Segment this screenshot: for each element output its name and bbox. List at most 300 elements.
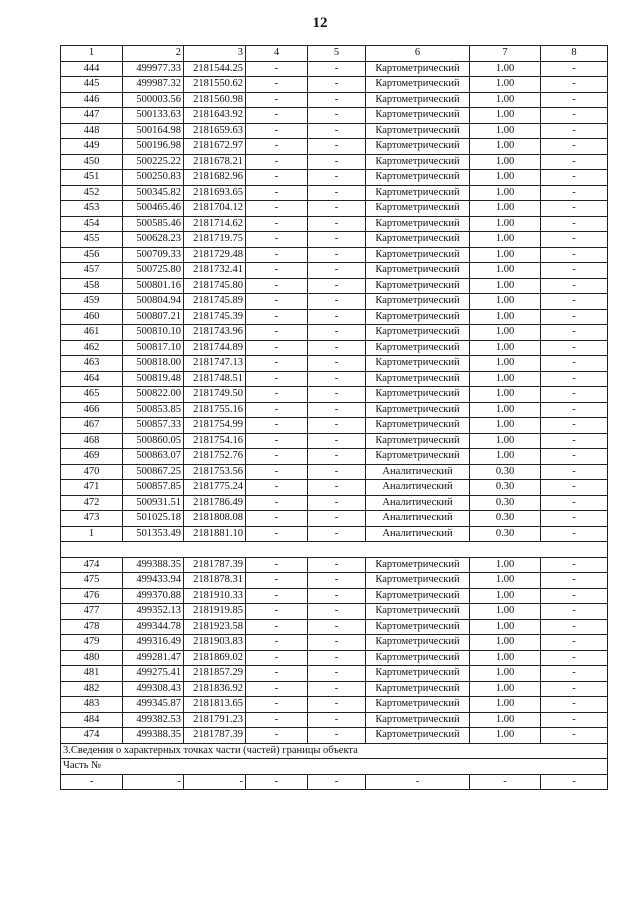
table-row bbox=[61, 356, 608, 372]
table-cell: Картометрический bbox=[366, 247, 470, 263]
table-row bbox=[61, 139, 608, 155]
table-cell: 1.00 bbox=[470, 123, 541, 139]
table-cell: 2181919.85 bbox=[184, 604, 246, 620]
table-cell: Картометрический bbox=[366, 666, 470, 682]
table-cell: 450 bbox=[61, 154, 123, 170]
table-cell: - bbox=[470, 774, 541, 790]
table-cell: Картометрический bbox=[366, 697, 470, 713]
table-cell: 1.00 bbox=[470, 108, 541, 124]
table-cell: 1.00 bbox=[470, 201, 541, 217]
table-cell: 500810.10 bbox=[123, 325, 184, 341]
table-cell: - bbox=[308, 495, 366, 511]
table-cell: - bbox=[246, 201, 308, 217]
table-cell: - bbox=[541, 185, 608, 201]
table-cell: - bbox=[541, 77, 608, 93]
table-row bbox=[61, 619, 608, 635]
table-cell: - bbox=[246, 635, 308, 651]
table-cell: 500345.82 bbox=[123, 185, 184, 201]
table-cell: 500196.98 bbox=[123, 139, 184, 155]
table-cell: Аналитический bbox=[366, 464, 470, 480]
table-row bbox=[61, 154, 608, 170]
table-cell: 500804.94 bbox=[123, 294, 184, 310]
table-cell: - bbox=[541, 418, 608, 434]
table-row bbox=[61, 418, 608, 434]
table-cell: - bbox=[246, 232, 308, 248]
table-cell: 456 bbox=[61, 247, 123, 263]
table-cell: 500250.83 bbox=[123, 170, 184, 186]
table-cell: 480 bbox=[61, 650, 123, 666]
table-cell: - bbox=[308, 697, 366, 713]
table-row bbox=[61, 433, 608, 449]
table-cell: 2181678.21 bbox=[184, 154, 246, 170]
table-cell: 482 bbox=[61, 681, 123, 697]
table-cell: Картометрический bbox=[366, 340, 470, 356]
table-cell: 1.00 bbox=[470, 309, 541, 325]
table-cell: 500817.10 bbox=[123, 340, 184, 356]
table-cell: 463 bbox=[61, 356, 123, 372]
table-cell: Картометрический bbox=[366, 387, 470, 403]
table-cell: Картометрический bbox=[366, 170, 470, 186]
table-cell: 500819.48 bbox=[123, 371, 184, 387]
table-row bbox=[61, 77, 608, 93]
table-cell: - bbox=[541, 573, 608, 589]
table-cell: - bbox=[541, 697, 608, 713]
table-cell: - bbox=[541, 650, 608, 666]
table-cell: 499345.87 bbox=[123, 697, 184, 713]
table-cell: - bbox=[541, 433, 608, 449]
table-cell: - bbox=[246, 619, 308, 635]
table-cell: 6 bbox=[366, 46, 470, 62]
table-cell: 2181747.13 bbox=[184, 356, 246, 372]
table-cell: 457 bbox=[61, 263, 123, 279]
table-cell: - bbox=[246, 697, 308, 713]
table-row bbox=[61, 247, 608, 263]
table-cell: - bbox=[123, 774, 184, 790]
table-row bbox=[61, 604, 608, 620]
table-cell: 452 bbox=[61, 185, 123, 201]
table-cell: 454 bbox=[61, 216, 123, 232]
table-cell: - bbox=[541, 681, 608, 697]
table-cell: - bbox=[541, 294, 608, 310]
table-cell: - bbox=[308, 557, 366, 573]
table-cell: 500822.00 bbox=[123, 387, 184, 403]
table-cell: - bbox=[308, 387, 366, 403]
table-cell: - bbox=[308, 139, 366, 155]
table-footer-row bbox=[61, 774, 608, 790]
table-cell: - bbox=[308, 92, 366, 108]
table-cell: Картометрический bbox=[366, 650, 470, 666]
table-cell: 499281.47 bbox=[123, 650, 184, 666]
table-cell: - bbox=[541, 402, 608, 418]
table-cell: 2181878.31 bbox=[184, 573, 246, 589]
table-cell: 1.00 bbox=[470, 557, 541, 573]
table-row bbox=[61, 666, 608, 682]
table-cell: - bbox=[246, 681, 308, 697]
table-cell: - bbox=[541, 278, 608, 294]
table-cell: 2181672.97 bbox=[184, 139, 246, 155]
table-cell: 1 bbox=[61, 46, 123, 62]
table-cell: Картометрический bbox=[366, 449, 470, 465]
table-cell: - bbox=[246, 154, 308, 170]
table-cell: 2181753.56 bbox=[184, 464, 246, 480]
table-cell: Картометрический bbox=[366, 123, 470, 139]
table-cell: - bbox=[246, 356, 308, 372]
table-cell: Картометрический bbox=[366, 356, 470, 372]
table-cell: 1.00 bbox=[470, 681, 541, 697]
table-cell: - bbox=[541, 247, 608, 263]
table-cell: 500725.80 bbox=[123, 263, 184, 279]
table-cell: - bbox=[184, 774, 246, 790]
table-cell: 2181754.16 bbox=[184, 433, 246, 449]
table-cell: - bbox=[308, 154, 366, 170]
table-cell: 1.00 bbox=[470, 340, 541, 356]
table-cell: Картометрический bbox=[366, 418, 470, 434]
part-label: Часть № bbox=[61, 759, 608, 775]
table-cell: - bbox=[246, 449, 308, 465]
table-row bbox=[61, 557, 608, 573]
table-cell: 479 bbox=[61, 635, 123, 651]
table-row bbox=[61, 650, 608, 666]
table-cell: 0.30 bbox=[470, 526, 541, 542]
table-row bbox=[61, 464, 608, 480]
table-cell: - bbox=[366, 774, 470, 790]
table-cell: 448 bbox=[61, 123, 123, 139]
table-cell: - bbox=[308, 712, 366, 728]
table-cell: 1.00 bbox=[470, 666, 541, 682]
table-cell: Аналитический bbox=[366, 495, 470, 511]
table-cell: Картометрический bbox=[366, 325, 470, 341]
table-cell: - bbox=[308, 666, 366, 682]
table-cell: - bbox=[61, 774, 123, 790]
table-cell: - bbox=[308, 278, 366, 294]
table-row bbox=[61, 61, 608, 77]
table-cell: 2181787.39 bbox=[184, 728, 246, 744]
table-cell: - bbox=[541, 356, 608, 372]
table-cell: - bbox=[308, 573, 366, 589]
table-cell: 2181659.63 bbox=[184, 123, 246, 139]
table-cell: Картометрический bbox=[366, 108, 470, 124]
table-cell: - bbox=[246, 480, 308, 496]
table-cell: 8 bbox=[541, 46, 608, 62]
table-cell: - bbox=[308, 604, 366, 620]
table-cell: - bbox=[308, 61, 366, 77]
table-cell: - bbox=[246, 666, 308, 682]
table-cell: - bbox=[246, 263, 308, 279]
table-cell: 444 bbox=[61, 61, 123, 77]
table-cell: - bbox=[541, 774, 608, 790]
table-cell: Аналитический bbox=[366, 526, 470, 542]
table-cell: 1.00 bbox=[470, 278, 541, 294]
table-cell: - bbox=[308, 511, 366, 527]
table-cell: Картометрический bbox=[366, 77, 470, 93]
table-cell: 500585.46 bbox=[123, 216, 184, 232]
table-cell: 2181775.24 bbox=[184, 480, 246, 496]
table-cell: Картометрический bbox=[366, 294, 470, 310]
table-row bbox=[61, 495, 608, 511]
table-cell: - bbox=[246, 77, 308, 93]
table-cell: - bbox=[308, 774, 366, 790]
table-cell: 1.00 bbox=[470, 247, 541, 263]
table-cell: - bbox=[541, 511, 608, 527]
table-cell: - bbox=[308, 201, 366, 217]
table-cell: 0.30 bbox=[470, 511, 541, 527]
table-cell: 499344.78 bbox=[123, 619, 184, 635]
table-cell: 500860.05 bbox=[123, 433, 184, 449]
table-cell: - bbox=[308, 325, 366, 341]
table-cell: 499388.35 bbox=[123, 728, 184, 744]
table-cell: 2181745.80 bbox=[184, 278, 246, 294]
table-cell: 2181808.08 bbox=[184, 511, 246, 527]
table-cell: - bbox=[246, 712, 308, 728]
table-cell: Картометрический bbox=[366, 635, 470, 651]
table-cell: 2181743.96 bbox=[184, 325, 246, 341]
table-cell: 499433.94 bbox=[123, 573, 184, 589]
table-cell: - bbox=[308, 170, 366, 186]
table-cell: 500628.23 bbox=[123, 232, 184, 248]
part-label-row bbox=[61, 759, 608, 775]
table-cell: 1.00 bbox=[470, 712, 541, 728]
table-cell: 499987.32 bbox=[123, 77, 184, 93]
table-cell: 458 bbox=[61, 278, 123, 294]
table-cell: - bbox=[246, 309, 308, 325]
table-cell: - bbox=[541, 728, 608, 744]
table-cell: 499275.41 bbox=[123, 666, 184, 682]
table-cell: Аналитический bbox=[366, 511, 470, 527]
table-row bbox=[61, 185, 608, 201]
table-row bbox=[61, 108, 608, 124]
table-cell: 1.00 bbox=[470, 371, 541, 387]
table-cell: 2181813.65 bbox=[184, 697, 246, 713]
table-cell: 1.00 bbox=[470, 139, 541, 155]
table-cell: 499382.53 bbox=[123, 712, 184, 728]
table-cell: 501353.49 bbox=[123, 526, 184, 542]
table-cell: - bbox=[246, 557, 308, 573]
table-cell: 0.30 bbox=[470, 495, 541, 511]
table-cell: Картометрический bbox=[366, 619, 470, 635]
table-cell: - bbox=[308, 526, 366, 542]
table-cell: - bbox=[246, 418, 308, 434]
table-cell: 1.00 bbox=[470, 170, 541, 186]
table-row bbox=[61, 278, 608, 294]
table-cell: - bbox=[541, 619, 608, 635]
table-cell: - bbox=[308, 433, 366, 449]
table-row bbox=[61, 232, 608, 248]
table-cell: 7 bbox=[470, 46, 541, 62]
table-row bbox=[61, 511, 608, 527]
table-cell: - bbox=[541, 123, 608, 139]
table-row bbox=[61, 402, 608, 418]
table-cell: - bbox=[308, 449, 366, 465]
table-cell: 1.00 bbox=[470, 433, 541, 449]
table-cell: Картометрический bbox=[366, 185, 470, 201]
table-separator-row bbox=[61, 542, 608, 558]
table-row bbox=[61, 526, 608, 542]
table-cell: 2181786.49 bbox=[184, 495, 246, 511]
table-cell: 2181714.62 bbox=[184, 216, 246, 232]
table-cell: - bbox=[541, 201, 608, 217]
table-cell: Картометрический bbox=[366, 139, 470, 155]
table-cell: 2181881.10 bbox=[184, 526, 246, 542]
table-cell: - bbox=[308, 619, 366, 635]
section-title-row bbox=[61, 743, 608, 759]
table-cell: 467 bbox=[61, 418, 123, 434]
table-row bbox=[61, 123, 608, 139]
table-cell: - bbox=[246, 185, 308, 201]
table-cell: 499352.13 bbox=[123, 604, 184, 620]
table-cell: 1.00 bbox=[470, 263, 541, 279]
table-cell: - bbox=[246, 495, 308, 511]
table-cell: 1.00 bbox=[470, 232, 541, 248]
table-cell: - bbox=[541, 139, 608, 155]
table-row bbox=[61, 712, 608, 728]
table-cell: 2181560.98 bbox=[184, 92, 246, 108]
table-cell: - bbox=[308, 588, 366, 604]
table-cell: 0.30 bbox=[470, 480, 541, 496]
table-cell: 1 bbox=[61, 526, 123, 542]
table-cell: 500003.56 bbox=[123, 92, 184, 108]
table-cell: 2181550.62 bbox=[184, 77, 246, 93]
table-cell: - bbox=[541, 92, 608, 108]
table-cell: Картометрический bbox=[366, 309, 470, 325]
table-cell: 499388.35 bbox=[123, 557, 184, 573]
table-cell: - bbox=[541, 108, 608, 124]
table-cell: 500857.85 bbox=[123, 480, 184, 496]
table-cell: 2181544.25 bbox=[184, 61, 246, 77]
table-cell: - bbox=[541, 480, 608, 496]
table-cell: 475 bbox=[61, 573, 123, 589]
table-cell: - bbox=[541, 309, 608, 325]
table-cell: - bbox=[246, 604, 308, 620]
table-cell: 500867.25 bbox=[123, 464, 184, 480]
table-cell: 500857.33 bbox=[123, 418, 184, 434]
table-cell: 500225.22 bbox=[123, 154, 184, 170]
table-cell: 1.00 bbox=[470, 185, 541, 201]
table-cell: - bbox=[246, 278, 308, 294]
table-cell: - bbox=[246, 728, 308, 744]
table-cell: - bbox=[541, 666, 608, 682]
table-cell: - bbox=[541, 371, 608, 387]
table-cell: - bbox=[246, 526, 308, 542]
table-cell: 455 bbox=[61, 232, 123, 248]
table-cell: - bbox=[246, 464, 308, 480]
table-row bbox=[61, 480, 608, 496]
table-cell: 2181748.51 bbox=[184, 371, 246, 387]
table-cell: 500801.16 bbox=[123, 278, 184, 294]
table-cell: 2181857.29 bbox=[184, 666, 246, 682]
page-number: 12 bbox=[312, 15, 328, 31]
table-cell: 459 bbox=[61, 294, 123, 310]
table-cell: 2181791.23 bbox=[184, 712, 246, 728]
table-cell: 2181749.50 bbox=[184, 387, 246, 403]
table-cell: - bbox=[541, 449, 608, 465]
table-cell: Картометрический bbox=[366, 232, 470, 248]
table-cell: 2181869.02 bbox=[184, 650, 246, 666]
separator-cell bbox=[61, 542, 608, 558]
table-cell: - bbox=[308, 263, 366, 279]
table-row bbox=[61, 325, 608, 341]
table-cell: 465 bbox=[61, 387, 123, 403]
table-cell: - bbox=[246, 108, 308, 124]
table-cell: - bbox=[308, 650, 366, 666]
table-row bbox=[61, 697, 608, 713]
table-cell: 447 bbox=[61, 108, 123, 124]
table-cell: 4 bbox=[246, 46, 308, 62]
table-cell: 2181910.33 bbox=[184, 588, 246, 604]
table-cell: 477 bbox=[61, 604, 123, 620]
table-row bbox=[61, 728, 608, 744]
table-cell: 446 bbox=[61, 92, 123, 108]
table-cell: Картометрический bbox=[366, 371, 470, 387]
table-cell: 1.00 bbox=[470, 588, 541, 604]
table-cell: - bbox=[308, 635, 366, 651]
table-cell: Картометрический bbox=[366, 433, 470, 449]
table-cell: 501025.18 bbox=[123, 511, 184, 527]
table-cell: - bbox=[541, 340, 608, 356]
table-cell: - bbox=[246, 123, 308, 139]
table-cell: 484 bbox=[61, 712, 123, 728]
table-cell: 1.00 bbox=[470, 325, 541, 341]
table-cell: 2181744.89 bbox=[184, 340, 246, 356]
table-cell: 500709.33 bbox=[123, 247, 184, 263]
coordinates-table bbox=[60, 45, 608, 790]
table-cell: 1.00 bbox=[470, 387, 541, 403]
table-cell: 460 bbox=[61, 309, 123, 325]
table-cell: - bbox=[308, 356, 366, 372]
table-cell: - bbox=[308, 681, 366, 697]
table-cell: 500164.98 bbox=[123, 123, 184, 139]
table-cell: Картометрический bbox=[366, 154, 470, 170]
table-cell: 461 bbox=[61, 325, 123, 341]
table-cell: 445 bbox=[61, 77, 123, 93]
table-cell: - bbox=[541, 635, 608, 651]
table-cell: 2181754.99 bbox=[184, 418, 246, 434]
table-cell: 2181745.89 bbox=[184, 294, 246, 310]
table-cell: - bbox=[246, 774, 308, 790]
table-cell: - bbox=[541, 170, 608, 186]
table-cell: - bbox=[246, 92, 308, 108]
table-row bbox=[61, 216, 608, 232]
table-cell: - bbox=[308, 232, 366, 248]
table-row bbox=[61, 201, 608, 217]
table-cell: 464 bbox=[61, 371, 123, 387]
table-cell: Картометрический bbox=[366, 557, 470, 573]
table-cell: - bbox=[541, 61, 608, 77]
table-cell: Аналитический bbox=[366, 480, 470, 496]
table-cell: - bbox=[308, 123, 366, 139]
table-cell: 5 bbox=[308, 46, 366, 62]
table-cell: - bbox=[246, 402, 308, 418]
table-cell: 500818.00 bbox=[123, 356, 184, 372]
table-cell: 451 bbox=[61, 170, 123, 186]
table-row bbox=[61, 294, 608, 310]
table-cell: Картометрический bbox=[366, 681, 470, 697]
table-cell: - bbox=[541, 154, 608, 170]
table-row bbox=[61, 449, 608, 465]
table-cell: 2181732.41 bbox=[184, 263, 246, 279]
table-cell: - bbox=[541, 495, 608, 511]
table-cell: - bbox=[246, 325, 308, 341]
table-cell: 2181836.92 bbox=[184, 681, 246, 697]
table-cell: - bbox=[541, 263, 608, 279]
table-cell: 2181693.65 bbox=[184, 185, 246, 201]
table-row bbox=[61, 340, 608, 356]
table-cell: - bbox=[246, 650, 308, 666]
table-cell: - bbox=[246, 588, 308, 604]
table-row bbox=[61, 309, 608, 325]
table-cell: - bbox=[541, 325, 608, 341]
table-cell: 474 bbox=[61, 557, 123, 573]
table-cell: - bbox=[246, 61, 308, 77]
